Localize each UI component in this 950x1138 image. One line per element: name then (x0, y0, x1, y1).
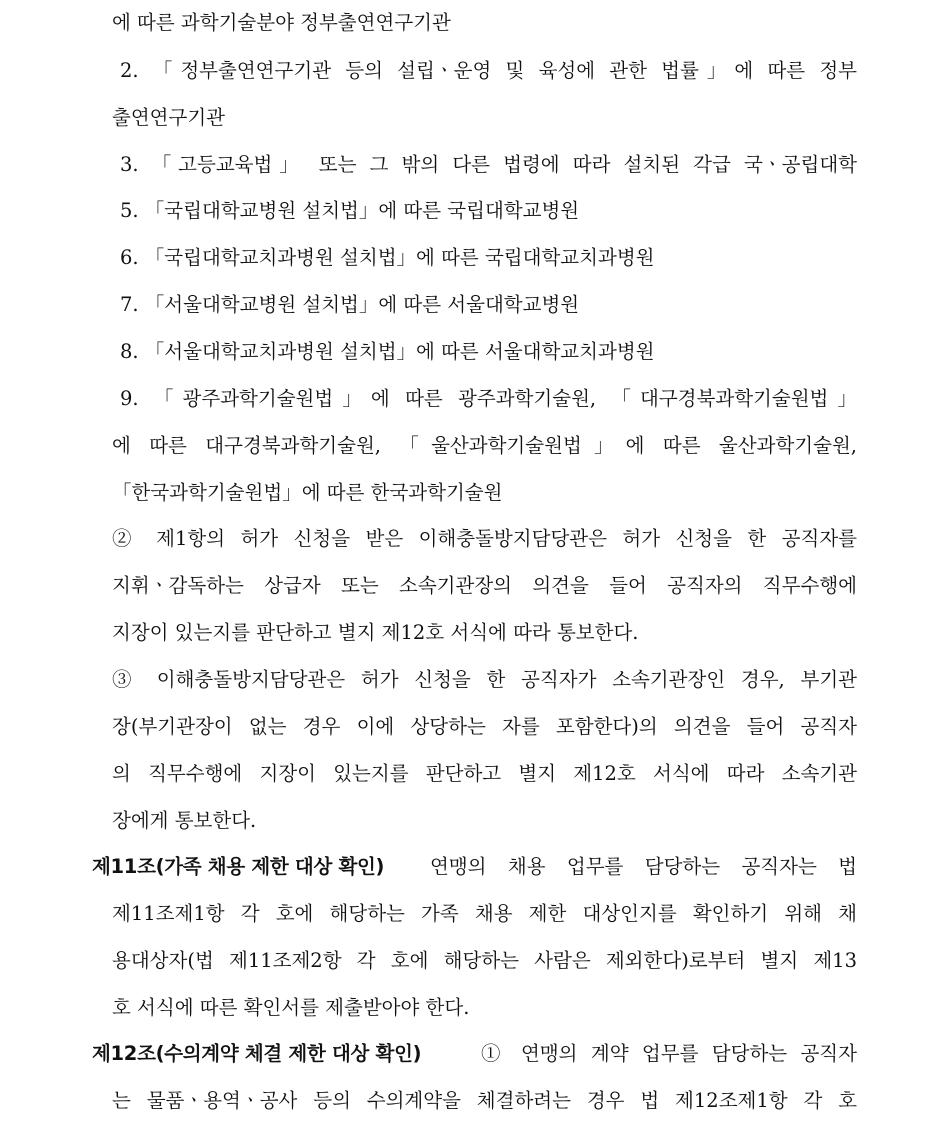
article-12-heading: 제12조(수의계약 체결 제한 대상 확인) (92, 1042, 422, 1065)
item9-line2: 에 따른 대구경북과학기술원, 「울산과학기술원법」에 따른 울산과학기술원, (112, 434, 857, 457)
para3-line3: 의 직무수행에 지장이 있는지를 판단하고 별지 제12호 서식에 따라 소속기관 (112, 762, 857, 785)
article-12-line2: 는 물품ㆍ용역ㆍ공사 등의 수의계약을 체결하려는 경우 법 제12조제1항 각 호 (112, 1089, 857, 1112)
item9-line1: 9. 「광주과학기술원법」에 따른 광주과학기술원, 「대구경북과학기술원법」 (120, 387, 857, 410)
article-11-line1: 연맹의 채용 업무를 담당하는 공직자는 법 (430, 855, 857, 878)
article-11-heading: 제11조(가족 채용 제한 대상 확인) (92, 855, 385, 878)
item7: 7. 「서울대학교병원 설치법」에 따른 서울대학교병원 (120, 293, 580, 316)
item3: 3. 「고등교육법」 또는 그 밖의 다른 법령에 따라 설치된 각급 국ㆍ공립대학 (120, 153, 857, 176)
item9-line3: 「한국과학기술원법」에 따른 한국과학기술원 (112, 481, 503, 504)
para3-line1: ③ 이해충돌방지담당관은 허가 신청을 한 공직자가 소속기관장인 경우, 부기관 (112, 668, 857, 691)
article-12-line1: ① 연맹의 계약 업무를 담당하는 공직자 (481, 1042, 857, 1065)
para3-line2: 장(부기관장이 없는 경우 이에 상당하는 자를 포함한다)의 의견을 들어 공직자 (112, 715, 857, 738)
para2-line2: 지휘ㆍ감독하는 상급자 또는 소속기관장의 의견을 들어 공직자의 직무수행에 (112, 574, 857, 597)
para2-line3: 지장이 있는지를 판단하고 별지 제12호 서식에 따라 통보한다. (112, 621, 639, 644)
item2-line1: 2. 「정부출연연구기관 등의 설립ㆍ운영 및 육성에 관한 법률」에 따른 정부 (120, 59, 857, 82)
article-11-line2: 제11조제1항 각 호에 해당하는 가족 채용 제한 대상인지를 확인하기 위해 채 (112, 902, 857, 925)
article-11-line4: 호 서식에 따른 확인서를 제출받아야 한다. (112, 996, 470, 1019)
para2-line1: ② 제1항의 허가 신청을 받은 이해충돌방지담당관은 허가 신청을 한 공직자를 (112, 527, 857, 550)
item1-tail: 에 따른 과학기술분야 정부출연연구기관 (112, 11, 451, 34)
article-11-line3: 용대상자(법 제11조제2항 각 호에 해당하는 사람은 제외한다)로부터 별지 제13 (112, 949, 857, 972)
item2-line2: 출연연구기관 (112, 106, 226, 129)
item6: 6. 「국립대학교치과병원 설치법」에 따른 국립대학교치과병원 (120, 246, 655, 269)
para3-line4: 장에게 통보한다. (112, 809, 257, 832)
item8: 8. 「서울대학교치과병원 설치법」에 따른 서울대학교치과병원 (120, 340, 655, 363)
item5: 5. 「국립대학교병원 설치법」에 따른 국립대학교병원 (120, 199, 580, 222)
